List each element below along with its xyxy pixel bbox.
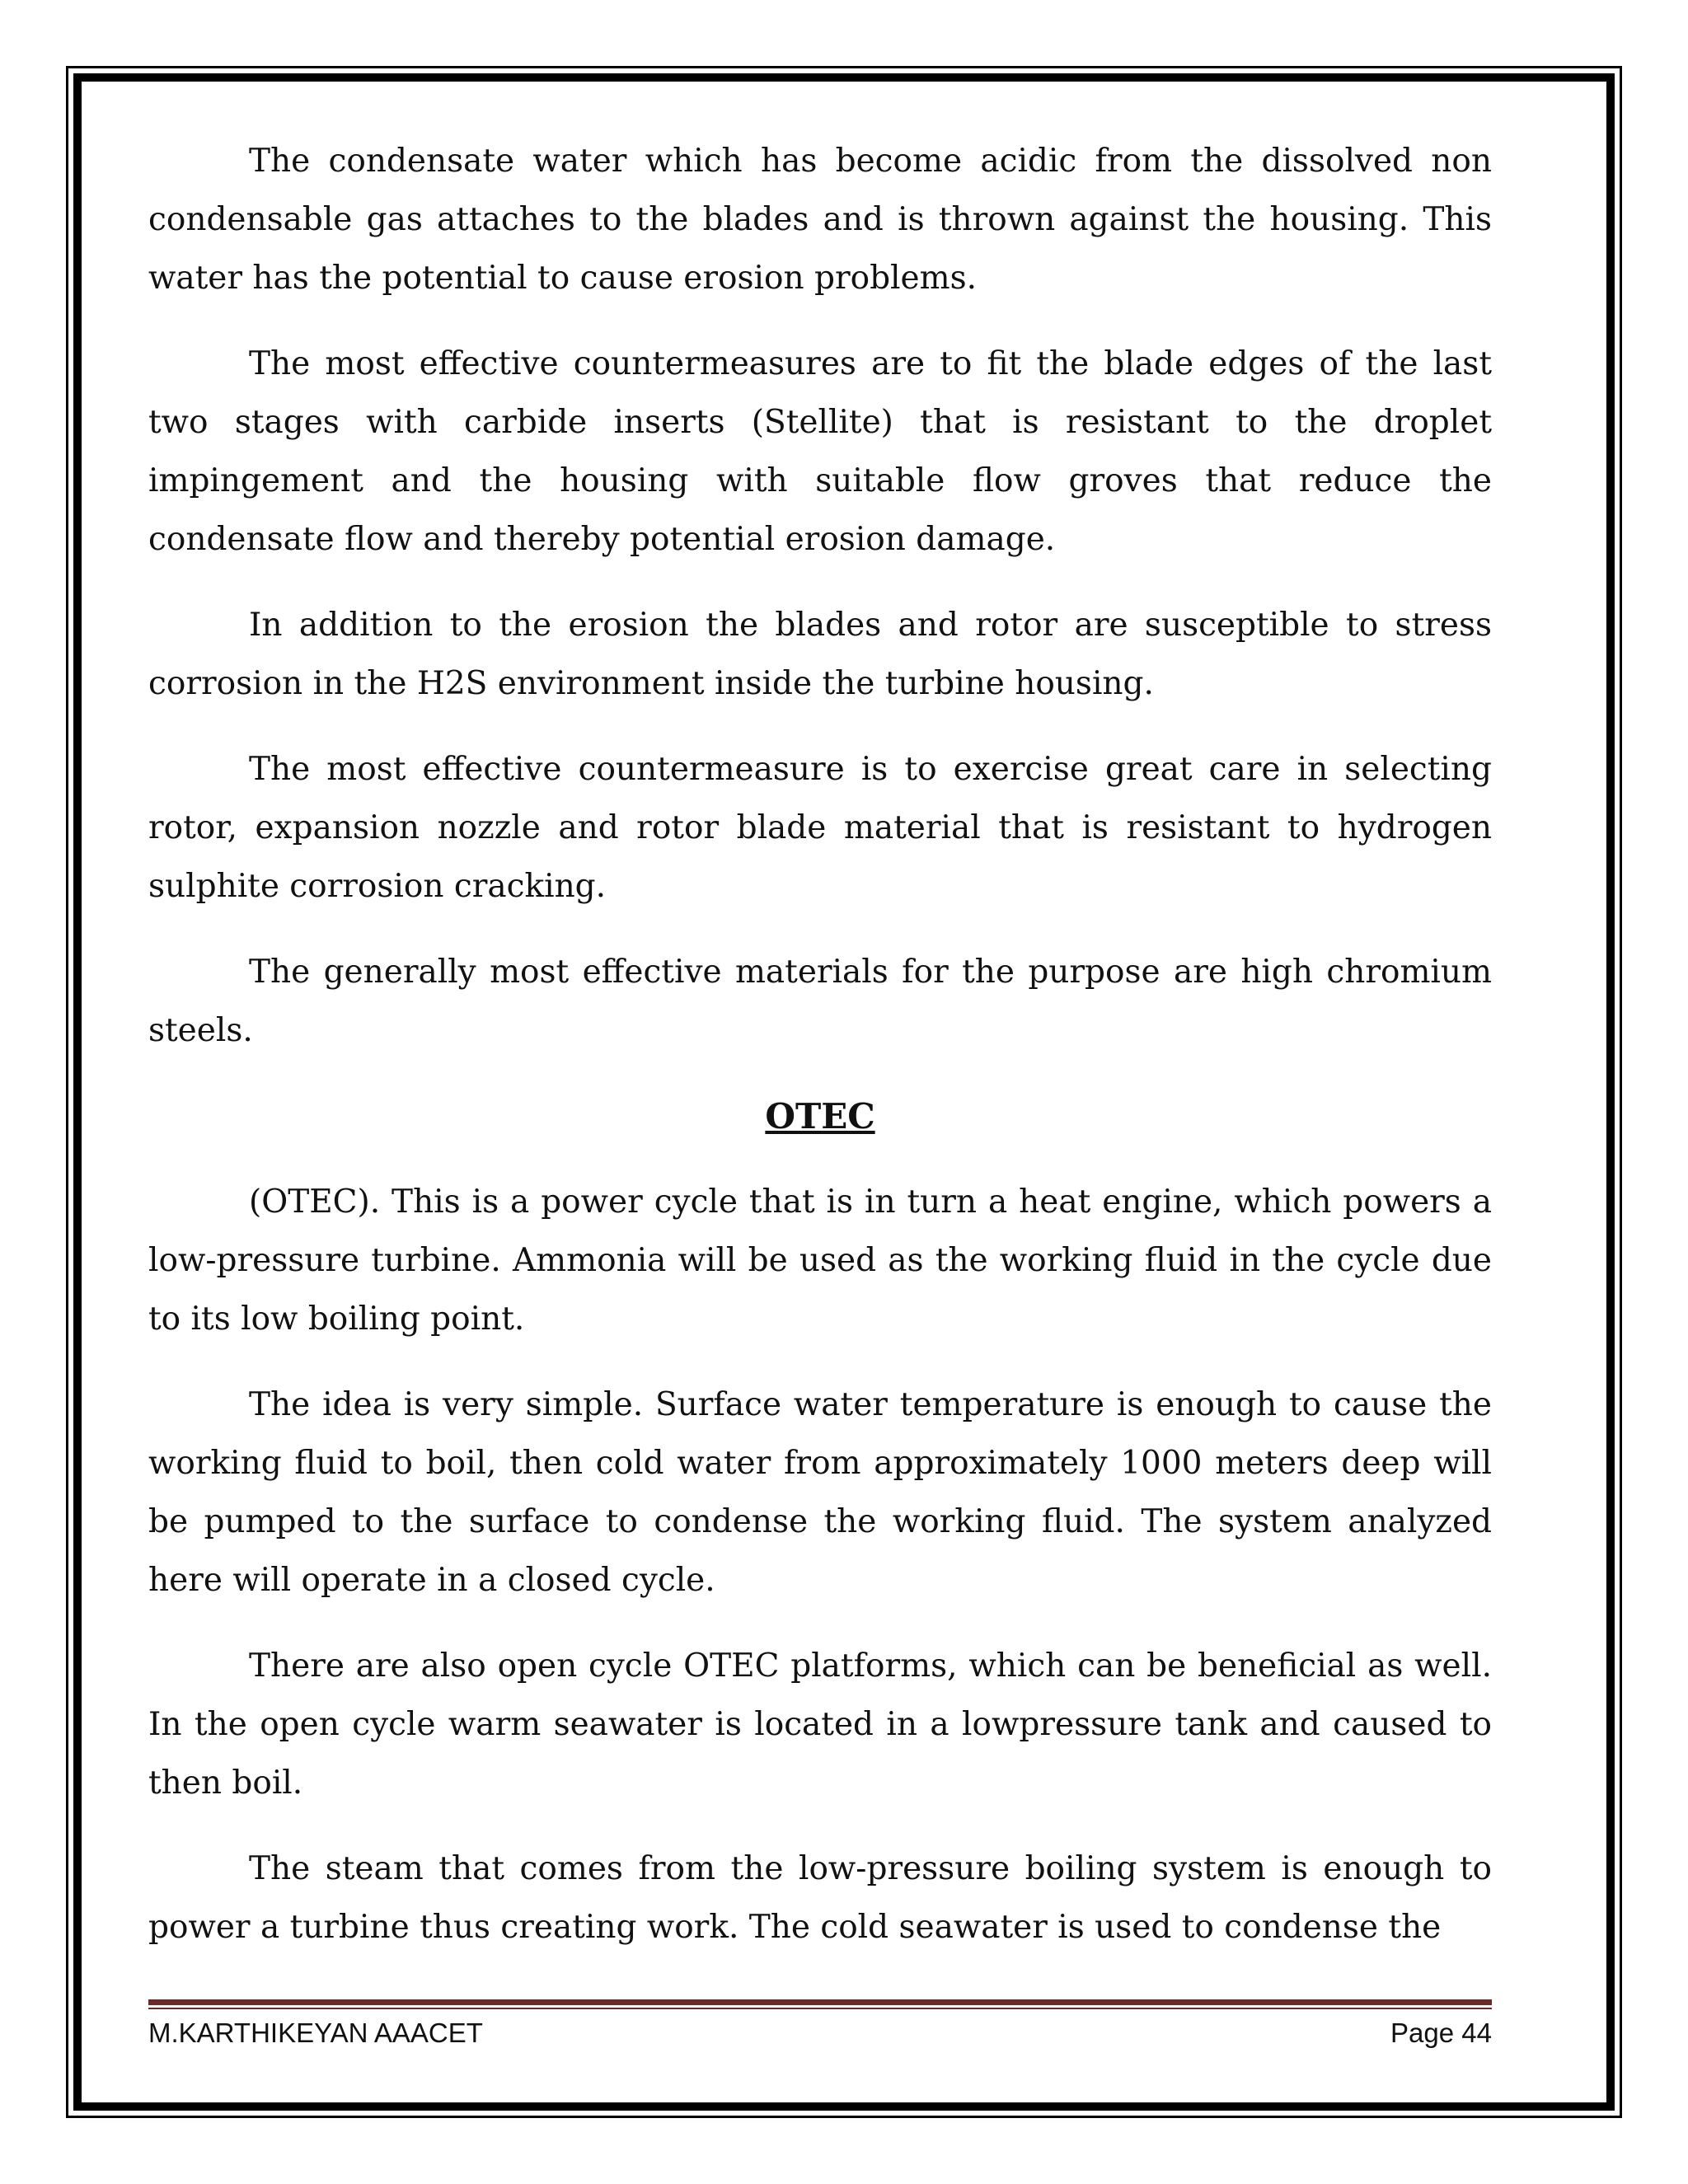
paragraph: The condensate water which has become acidic from the dissolved non condensable gas attaches to the blades and is thrown against the housing. This water has the potential to cause erosion problems. <box>148 143 1492 297</box>
paragraph: There are also open cycle OTEC platforms, which can be beneficial as well. In the open cycle warm seawater is located in a lowpressure tank and caused to then boil. <box>148 1647 1492 1802</box>
paragraph: The idea is very simple. Surface water temperature is enough to cause the working fluid to boil, then cold water from approximately 1000 meters deep will be pumped to the surface to condense the working fluid. The system analyzed here will operate in a closed cycle. <box>148 1386 1492 1599</box>
footer-rule <box>148 1999 1492 2005</box>
paragraph: The steam that comes from the low-pressure boiling system is enough to power a turbine thus creating work. The cold seawater is used to condense the <box>148 1850 1492 1946</box>
footer-row <box>148 2018 1492 2049</box>
paragraph: The most effective countermeasure is to exercise great care in selecting rotor, expansion nozzle and rotor blade material that is resistant to hydrogen sulphite corrosion cracking. <box>148 751 1492 905</box>
footer-rule-thin <box>148 2008 1492 2009</box>
page-number: Page 44 <box>1390 2018 1492 2048</box>
page-body <box>148 132 1492 1984</box>
paragraph: The most effective countermeasures are to fit the blade edges of the last two stages with carbide inserts (Stellite) that is resistant to the droplet impingement and the housing with suitable flow groves that reduce the condensate flow and thereby potential erosion damage. <box>148 345 1492 558</box>
paragraph: The generally most effective materials for the purpose are high chromium steels. <box>148 954 1492 1049</box>
paragraph: (OTEC). This is a power cycle that is in turn a heat engine, which powers a low-pressure turbine. Ammonia will be used as the working fluid in the cycle due to its low boiling point. <box>148 1183 1492 1338</box>
section-heading: OTEC <box>765 1096 875 1137</box>
paragraph: In addition to the erosion the blades and rotor are susceptible to stress corrosion in the H2S environment inside the turbine housing. <box>148 607 1492 702</box>
footer-author: M.KARTHIKEYAN AAACET <box>148 2018 483 2048</box>
page-footer <box>148 1999 1492 2049</box>
